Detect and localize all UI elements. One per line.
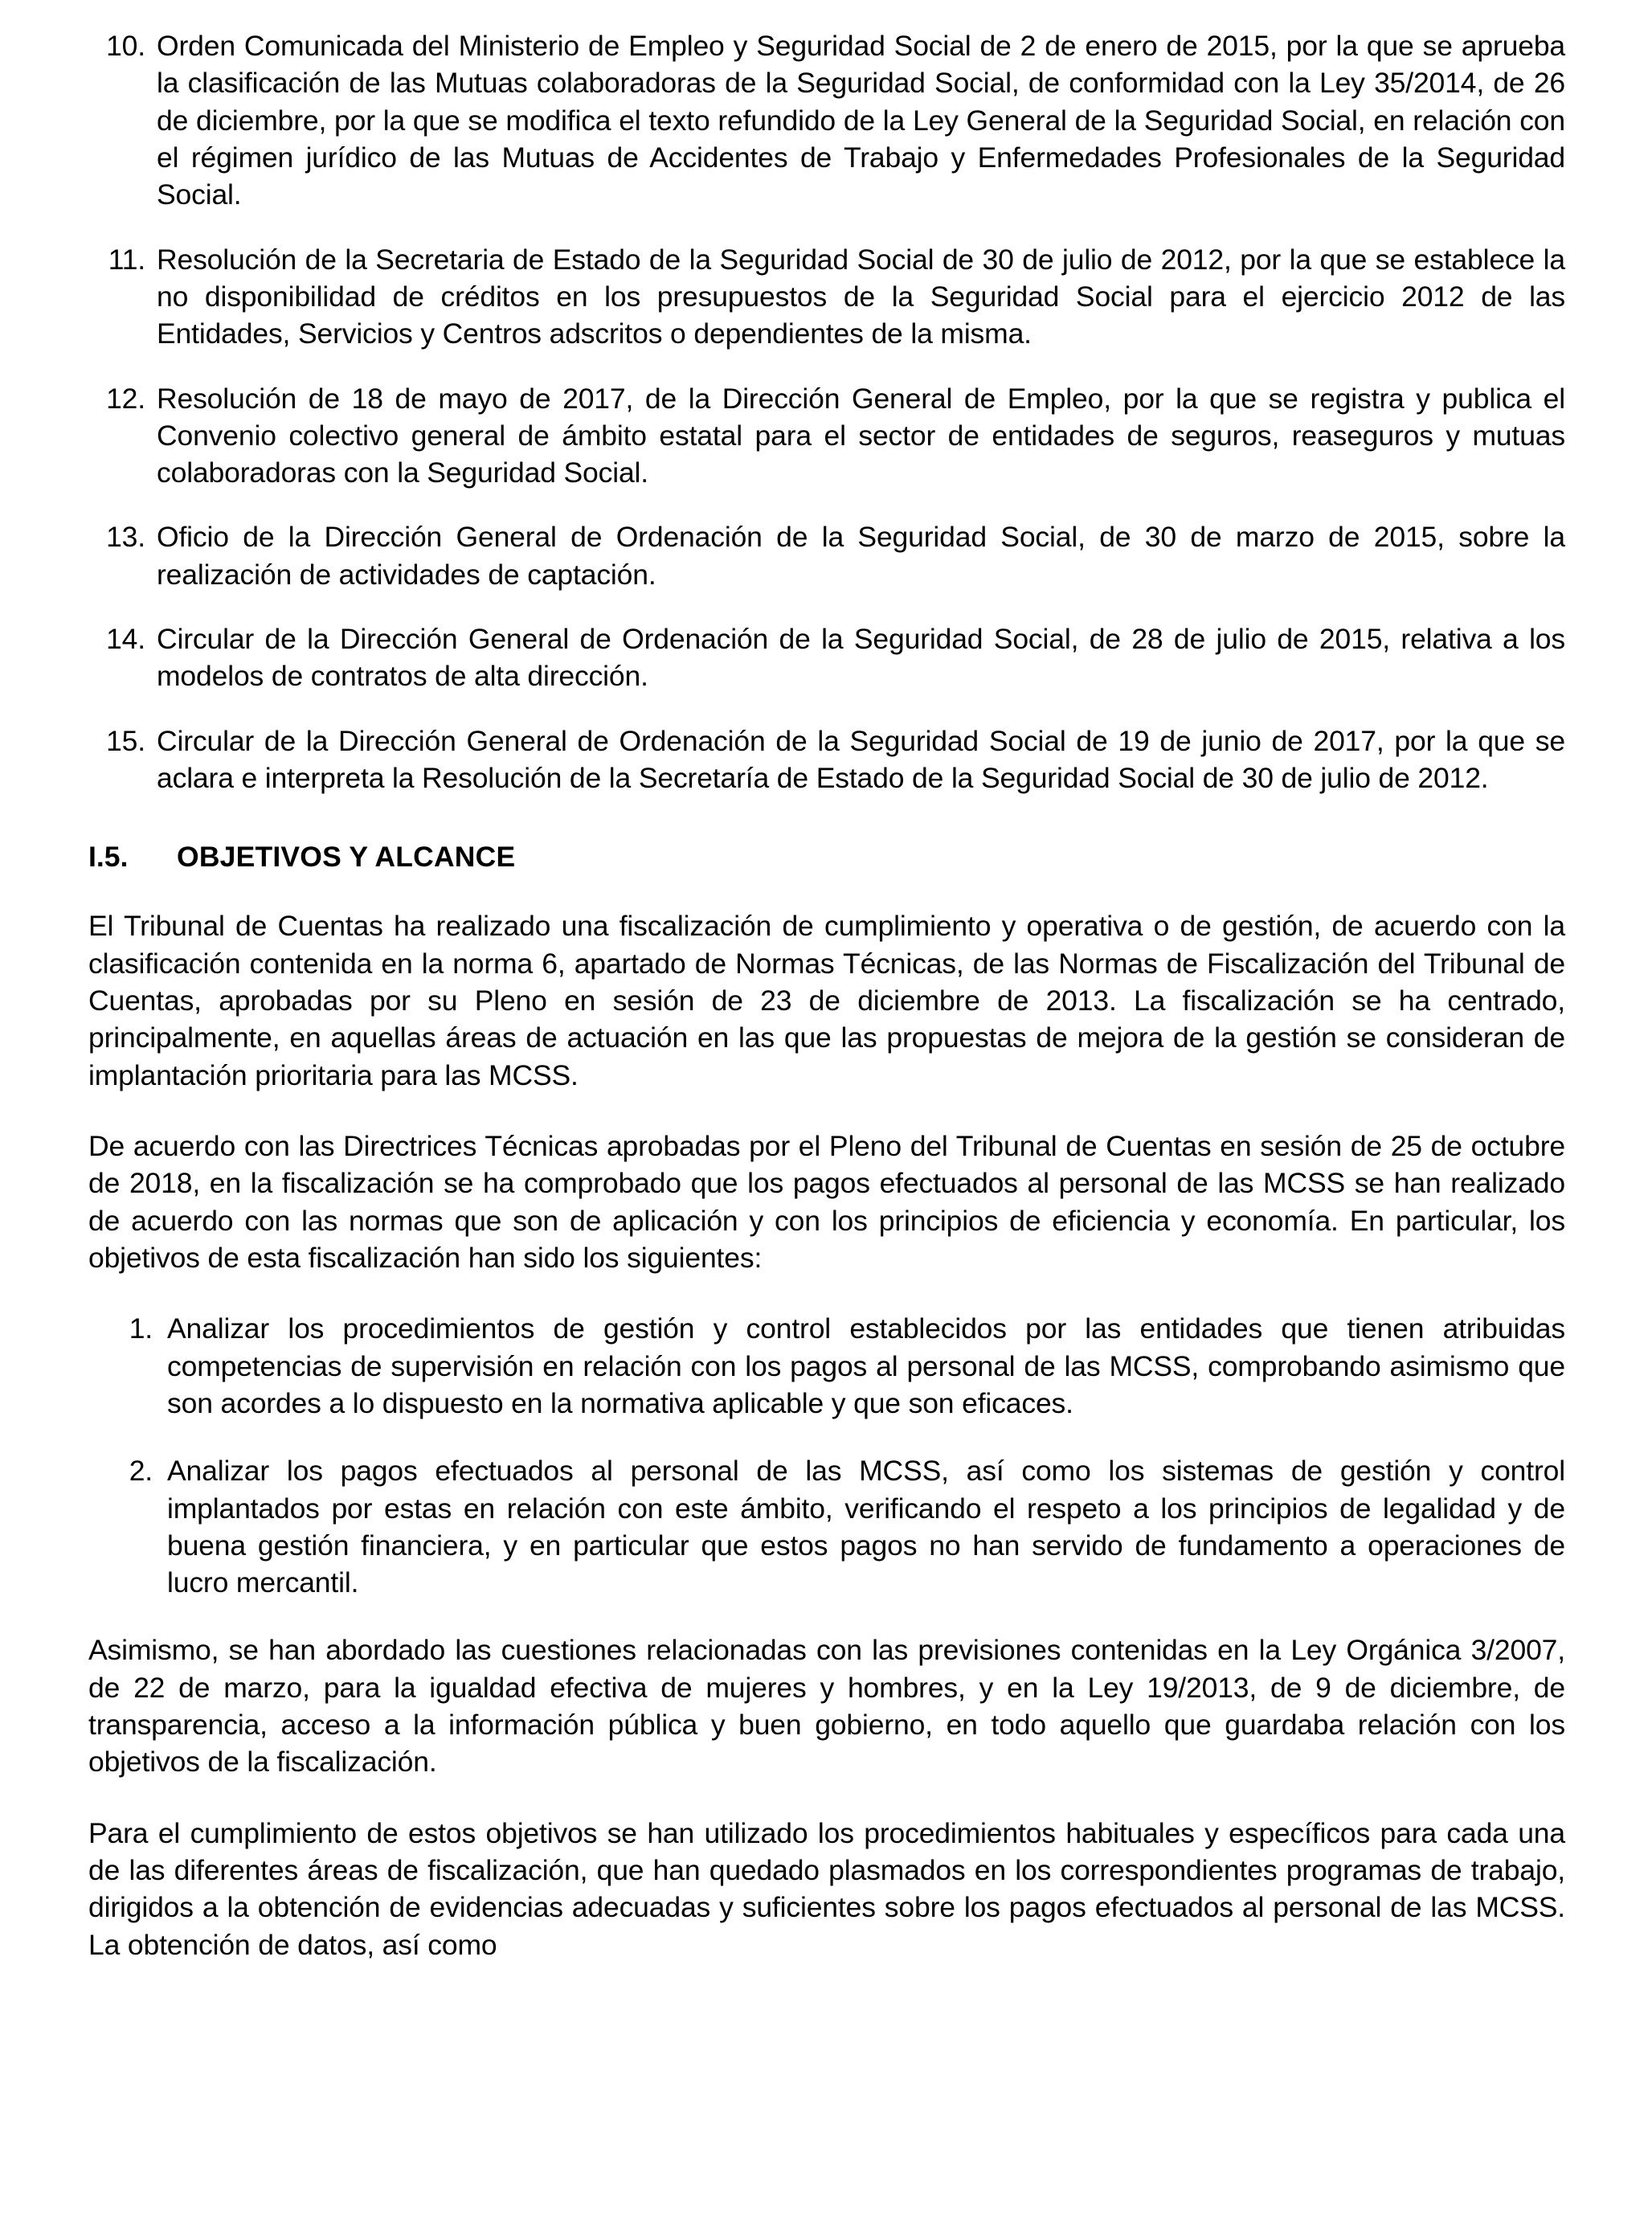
page-content — [88, 27, 1565, 1963]
normative-reference-list — [88, 27, 1565, 796]
list-item — [88, 1452, 1565, 1601]
list-item-number: 11. — [108, 243, 145, 276]
list-item-number: 14. — [106, 623, 145, 656]
objectives-list — [88, 1310, 1565, 1601]
section-heading — [88, 838, 1565, 875]
list-item — [88, 620, 1565, 695]
paragraph-intro-2: De acuerdo con las Directrices Técnicas aprobadas por el Pleno del Tribunal de Cuentas en sesión de 25 de octubre de 2018, en la fiscalización se ha comprobado que los pagos efectuados al personal de las MCSS se han realizado de acuerdo con las normas que son de aplicación y con los principios de eficiencia y economía. En particular, los objetivos de esta fiscalización han sido los siguientes: — [88, 1130, 1565, 1274]
list-item-text: Oficio de la Dirección General de Ordenación de la Seguridad Social, de 30 de marzo de 2015, sobre la realización de actividades de captación. — [157, 521, 1565, 591]
list-item-number: 12. — [106, 382, 145, 415]
list-item-number: 10. — [106, 30, 145, 62]
list-item-text: Orden Comunicada del Ministerio de Empleo y Seguridad Social de 2 de enero de 2015, por la que se aprueba la clasificación de las Mutuas colaboradoras de la Seguridad Social, de conformidad con la Ley 35/2014, de 26 de diciembre, por la que se modifica el texto refundido de la Ley General de la Seguridad Social, en relación con el régimen jurídico de las Mutuas de Accidentes de Trabajo y Enfermedades Profesionales de la Seguridad Social. — [157, 30, 1565, 211]
list-item-number: 1. — [129, 1312, 153, 1345]
list-item — [88, 723, 1565, 797]
paragraph-intro-1: El Tribunal de Cuentas ha realizado una fiscalización de cumplimiento y operativa o de gestión, de acuerdo con la clasificación contenida en la norma 6, apartado de Normas Técnicas, de las Normas de Fiscalización del Tribunal de Cuentas, aprobadas por su Pleno en sesión de 23 de diciembre de 2013. La fiscalización se ha centrado, principalmente, en aquellas áreas de actuación en las que las propuestas de mejora de la gestión se consideran de implantación prioritaria para las MCSS. — [88, 910, 1565, 1091]
list-item-text: Circular de la Dirección General de Ordenación de la Seguridad Social, de 28 de julio de 2015, relativa a los modelos de contratos de alta dirección. — [157, 623, 1565, 693]
list-item-text: Resolución de la Secretaria de Estado de la Seguridad Social de 30 de julio de 2012, por la que se establece la no disponibilidad de créditos en los presupuestos de la Seguridad Social para el ejercicio 2012 de las Entidades, Servicios y Centros adscritos o dependientes de la misma. — [157, 243, 1565, 350]
list-item — [88, 27, 1565, 214]
paragraph-closing-1: Asimismo, se han abordado las cuestiones relacionadas con las previsiones contenidas en la Ley Orgánica 3/2007, de 22 de marzo, para la igualdad efectiva de mujeres y hombres, y en la Ley 19/2013, de 9 de diciembre, de transparencia, acceso a la información pública y buen gobierno, en todo aquello que guardaba relación con los objetivos de la fiscalización. — [88, 1634, 1565, 1779]
paragraph-closing-2: Para el cumplimiento de estos objetivos se han utilizado los procedimientos habituales y específicos para cada una de las diferentes áreas de fiscalización, que han quedado plasmados en los correspondientes programas de trabajo, dirigidos a la obtención de evidencias adecuadas y suficientes sobre los pagos efectuados al personal de las MCSS. La obtención de datos, así como — [88, 1816, 1565, 1961]
list-item-text: Analizar los pagos efectuados al personal de las MCSS, así como los sistemas de gestión y control implantados por estas en relación con este ámbito, verificando el respeto a los principios de legalidad y de buena gestión financiera, y en particular que estos pagos no han servido de fundamento a operaciones de lucro mercantil. — [167, 1455, 1565, 1599]
list-item — [88, 380, 1565, 492]
list-item-text: Resolución de 18 de mayo de 2017, de la Dirección General de Empleo, por la que se registra y publica el Convenio colectivo general de ámbito estatal para el sector de entidades de seguros, reaseguros y mutuas colaboradoras con la Seguridad Social. — [157, 382, 1565, 489]
list-item — [88, 518, 1565, 593]
list-item-number: 13. — [106, 521, 145, 554]
list-item-text: Circular de la Dirección General de Ordenación de la Seguridad Social de 19 de junio de 2017, por la que se aclara e interpreta la Resolución de la Secretaría de Estado de la Seguridad Social de 30 de julio de 2012. — [157, 724, 1565, 794]
list-item — [88, 241, 1565, 353]
list-item-text: Analizar los procedimientos de gestión y control establecidos por las entidades que tienen atribuidas competencias de supervisión en relación con los pagos al personal de las MCSS, comprobando asimismo que son acordes a lo dispuesto en la normativa aplicable y que son eficaces. — [167, 1312, 1565, 1419]
list-item — [88, 1310, 1565, 1422]
section-number: I.5. — [88, 841, 129, 874]
section-title: OBJETIVOS Y ALCANCE — [177, 841, 516, 874]
list-item-number: 15. — [106, 724, 145, 757]
list-item-number: 2. — [129, 1455, 153, 1488]
